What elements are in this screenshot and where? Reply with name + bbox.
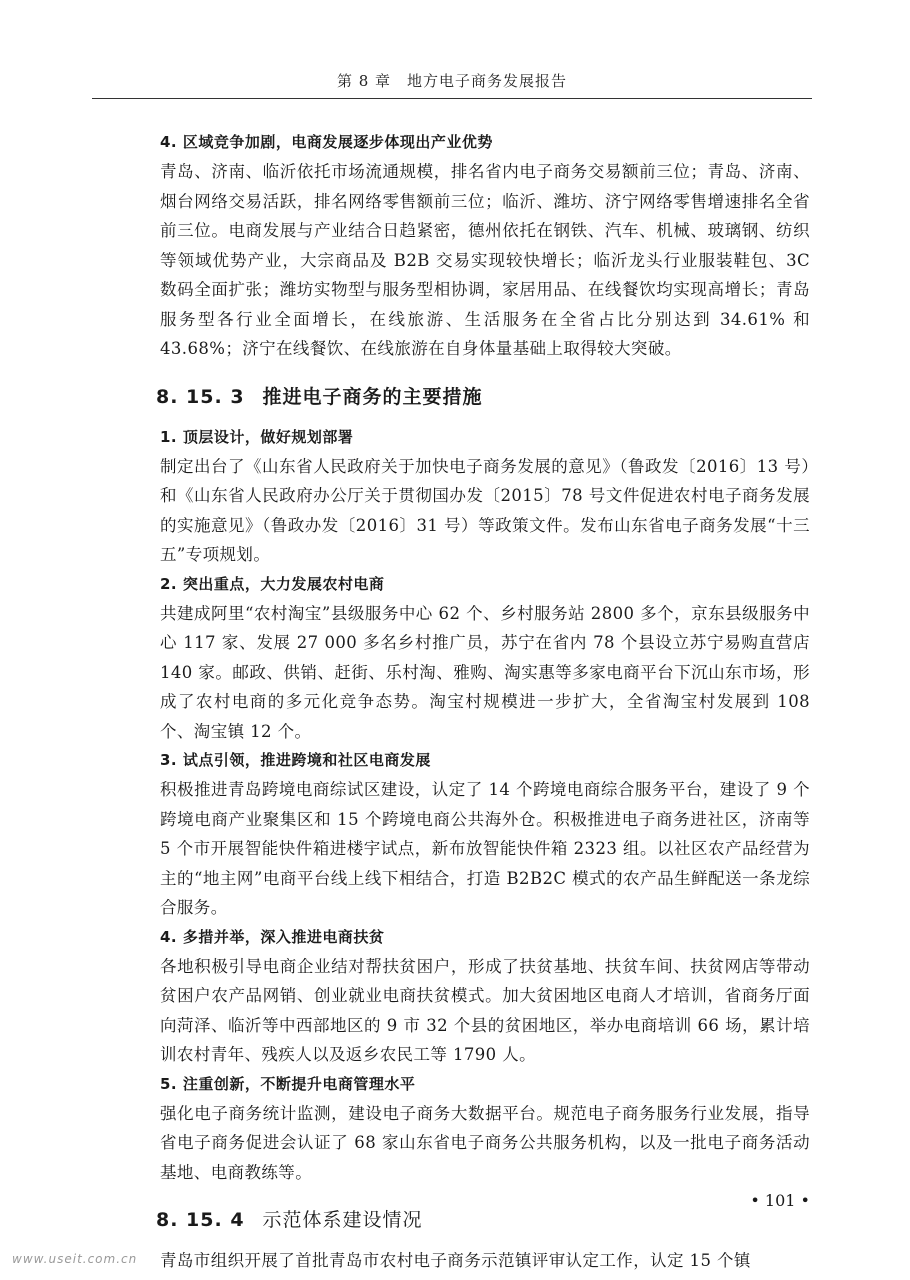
item-3-paragraph: 积极推进青岛跨境电商综试区建设，认定了 14 个跨境电商综合服务平台，建设了 9 个跨境电商产业聚集区和 15 个跨境电商公共海外仓。积极推进电子商务进社区，济南等 5 个市开展智能快件箱进楼宇试点，新布放智能快件箱 2323 组。以社区农产品经营为主的“地主网”电商平台线上线下相结合，打造 B2B2C 模式的农产品生鲜配送一条龙综合服务。 (160, 780, 810, 917)
intro-heading: 4. 区域竞争加剧，电商发展逐步体现出产业优势 (160, 133, 493, 151)
section-number: 8. 15. 3 (156, 385, 245, 408)
item-1-heading: 1. 顶层设计，做好规划部署 (160, 427, 354, 446)
item-3-heading: 3. 试点引领，推进跨境和社区电商发展 (160, 751, 431, 769)
watermark: www.useit.com.cn (12, 1252, 138, 1266)
item-4-heading: 4. 多措并举，深入推进电商扶贫 (160, 927, 385, 946)
main-content (156, 128, 810, 1276)
item-2-paragraph: 共建成阿里“农村淘宝”县级服务中心 62 个、乡村服务站 2800 多个，京东县级服务中心 117 家、发展 27 000 多名乡村推广员，苏宁在省内 78 个县设立苏宁易购直营店 140 家。邮政、供销、赶街、乐村淘、雅购、淘实惠等多家电商平台下沉山东市场，形成了农村电商的多元化竞争态势。淘宝村规模进一步扩大，全省淘宝村发展到 108 个、淘宝镇 12 个。 (160, 603, 810, 741)
item-5-heading: 5. 注重创新，不断提升电商管理水平 (160, 1074, 416, 1093)
header-rule (92, 98, 812, 99)
section-4-paragraph: 青岛市组织开展了首批青岛市农村电子商务示范镇评审认定工作，认定 15 个镇 (160, 1251, 751, 1270)
running-head: 第 8 章 地方电子商务发展报告 (336, 72, 568, 90)
section-heading-8-15-3 (156, 382, 810, 409)
section-title-text: 示范体系建设情况 (262, 1209, 423, 1231)
intro-paragraph: 青岛、济南、临沂依托市场流通规模，排名省内电子商务交易额前三位；青岛、济南、烟台网络交易活跃，排名网络零售额前三位；临沂、潍坊、济宁网络零售增速排名全省前三位。电商发展与产业结合日趋紧密，德州依托在钢铁、汽车、机械、玻璃钢、纺织等领域优势产业，大宗商品及 B2B 交易实现较快增长；临沂龙头行业服装鞋包、3C 数码全面扩张；潍坊实物型与服务型相协调，家居用品、在线餐饮均实现高增长；青岛服务型各行业全面增长，在线旅游、生活服务在全省占比分别达到 34.61% 和 43.68%；济宁在线餐饮、在线旅游在自身体量基础上取得较大突破。 (160, 162, 810, 358)
item-2-heading: 2. 突出重点，大力发展农村电商 (160, 574, 385, 593)
section-number: 8. 15. 4 (156, 1209, 245, 1231)
item-4-paragraph: 各地积极引导电商企业结对帮扶贫困户，形成了扶贫基地、扶贫车间、扶贫网店等带动贫困户农产品网销、创业就业电商扶贫模式。加大贫困地区电商人才培训，省商务厅面向菏泽、临沂等中西部地区的 9 市 32 个县的贫困地区，举办电商培训 66 场，累计培训农村青年、残疾人以及返乡农民工等 1790 人。 (160, 956, 810, 1064)
section-title-text: 推进电子商务的主要措施 (262, 385, 483, 408)
section-heading-8-15-4 (156, 1205, 810, 1232)
page-number: • 101 • (750, 1191, 810, 1210)
item-5-paragraph: 强化电子商务统计监测，建设电子商务大数据平台。规范电子商务服务行业发展，指导省电子商务促进会认证了 68 家山东省电子商务公共服务机构，以及一批电子商务活动基地、电商教练等。 (160, 1103, 810, 1182)
item-1-paragraph: 制定出台了《山东省人民政府关于加快电子商务发展的意见》（鲁政发〔2016〕13 号）和《山东省人民政府办公厅关于贯彻国办发〔2015〕78 号文件促进农村电子商务发展的实施意见》（鲁政办发〔2016〕31 号）等政策文件。发布山东省电子商务发展“十三五”专项规划。 (160, 456, 810, 564)
